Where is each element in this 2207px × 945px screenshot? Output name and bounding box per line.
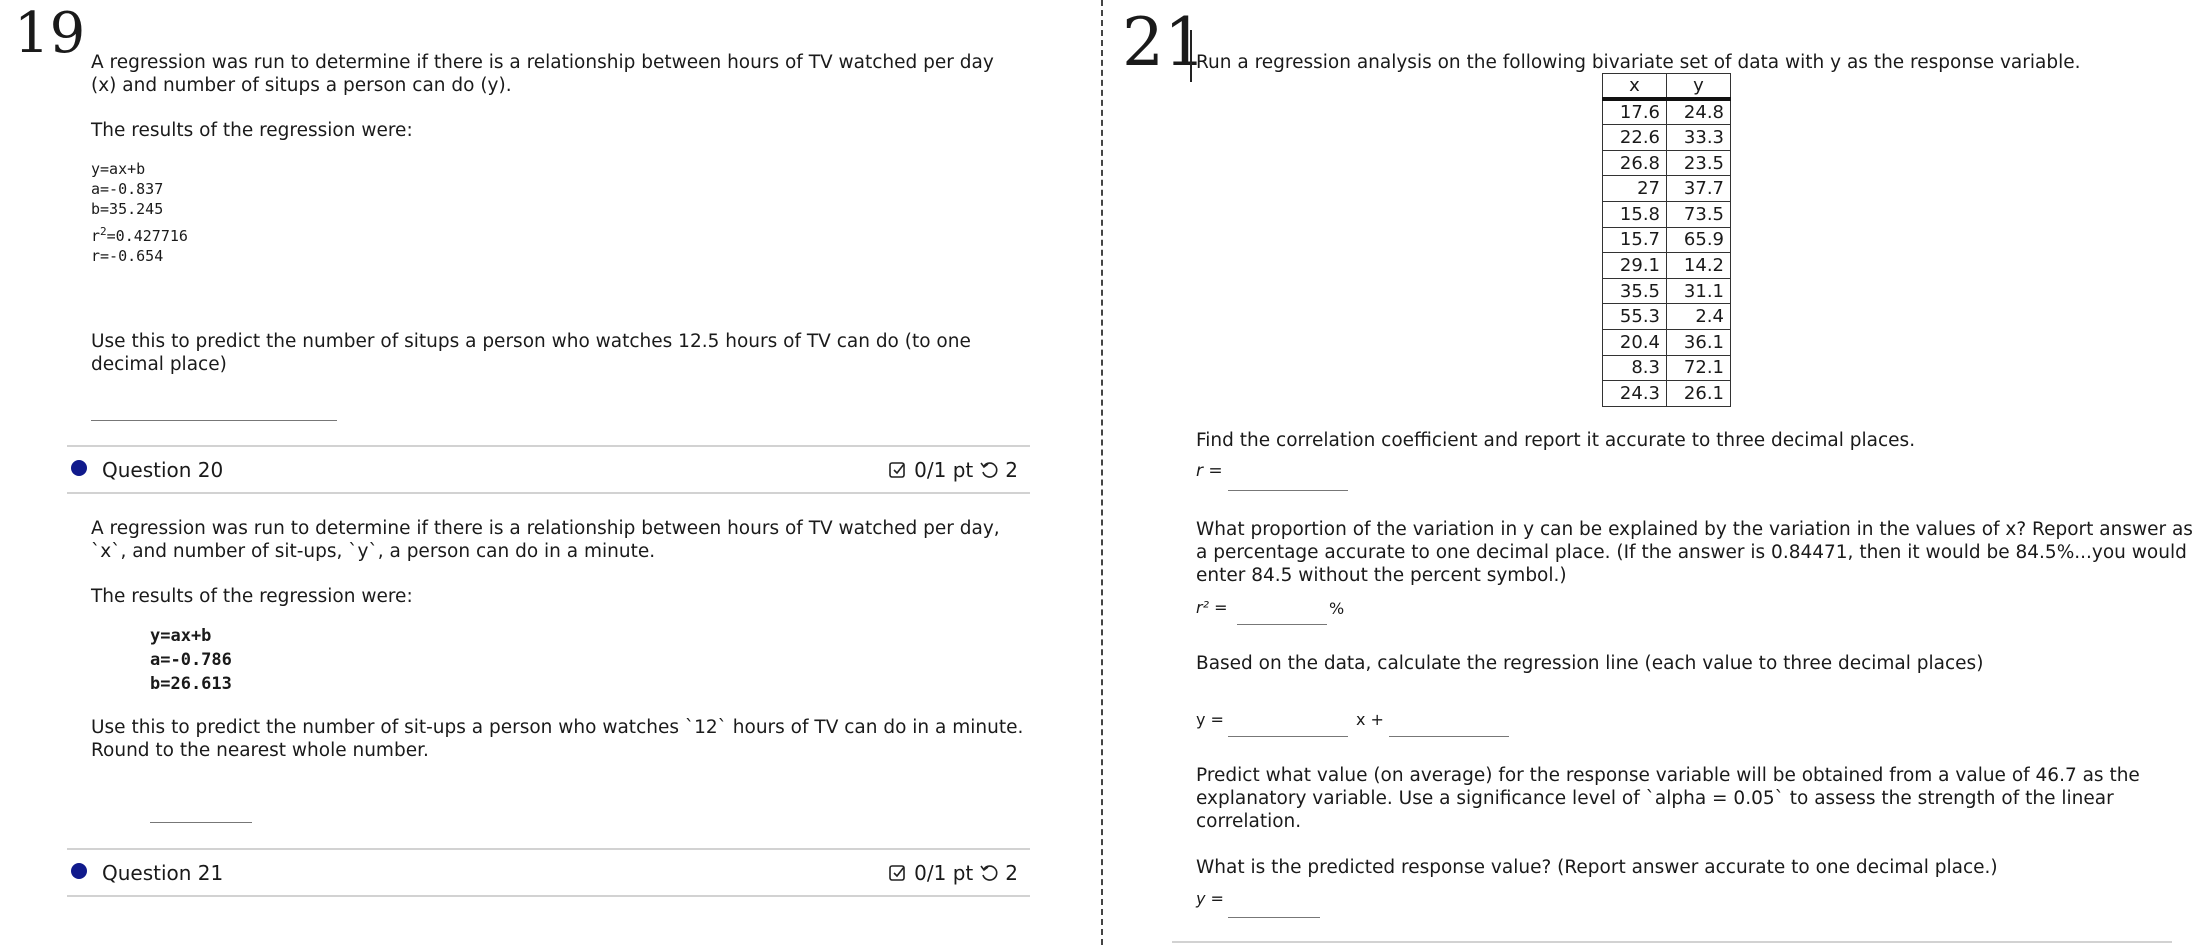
- q19-r-value: r=-0.654: [91, 247, 164, 265]
- retry-icon: [979, 863, 999, 883]
- y-label: y =: [1196, 710, 1224, 729]
- q20-prompt: Use this to predict the number of sit-ups a person who watches `12` hours of TV can do in a minute. Round to the nearest whole number.: [91, 717, 1024, 761]
- table-cell: 15.8: [1603, 201, 1667, 227]
- q19-results-block: [91, 159, 188, 266]
- q19-answer-input[interactable]: [91, 420, 337, 421]
- retry-icon: [979, 460, 999, 480]
- question-20-header: [67, 447, 1030, 492]
- table-cell: 31.1: [1667, 278, 1731, 304]
- table-header-x: x: [1603, 74, 1667, 100]
- checkbox-edit-icon: [888, 460, 908, 480]
- q20-intro: A regression was run to determine if there is a relationship between hours of TV watched per day, `x`, and number of sit-ups, `y`, a person can do in a minute.: [91, 518, 1000, 562]
- table-cell: 14.2: [1667, 253, 1731, 279]
- question-21-header: [67, 850, 1030, 895]
- table-cell: 15.7: [1603, 227, 1667, 253]
- data-table: [1602, 73, 1731, 407]
- r2-answer-input[interactable]: [1237, 624, 1327, 625]
- predicted-prompt: What is the predicted response value? (Report answer accurate to one decimal place.): [1196, 857, 1998, 878]
- q19-a-value: a=-0.837: [91, 180, 164, 198]
- q21-bottom-rule: [67, 895, 1030, 897]
- question-20-title[interactable]: Question 20: [102, 458, 224, 482]
- predicted-answer-input[interactable]: [1228, 917, 1320, 918]
- predict-prompt: Predict what value (on average) for the response variable will be obtained from a value of 46.7 as the explanatory variable. Use a significance level of `alpha = 0.05` to assess the strength of the linear correlation.: [1196, 765, 2140, 832]
- checkbox-edit-icon: [888, 863, 908, 883]
- table-row: [1603, 381, 1731, 407]
- q20-bottom-rule: [67, 492, 1030, 494]
- table-cell: 8.3: [1603, 355, 1667, 381]
- q19-equation: y=ax+b: [91, 160, 146, 178]
- table-cell: 17.6: [1603, 99, 1667, 125]
- table-row: [1603, 125, 1731, 151]
- table-cell: 20.4: [1603, 329, 1667, 355]
- table-cell: 33.3: [1667, 125, 1731, 151]
- intercept-input[interactable]: [1389, 736, 1509, 737]
- proportion-prompt: What proportion of the variation in y can be explained by the variation in the values of x? Report answer as a percentage accurate to one decimal place. (If the answer is 0.84471, then it would be 84.5%...you would enter 84.5 without the percent symbol.): [1196, 519, 2193, 586]
- q19-prompt: Use this to predict the number of situps a person who watches 12.5 hours of TV can do (to one decimal place): [91, 331, 971, 375]
- table-row: [1603, 176, 1731, 202]
- table-row: [1603, 201, 1731, 227]
- q19-r2-value: $r^2=0.427716$: [91, 225, 188, 245]
- table-row: [1603, 253, 1731, 279]
- table-cell: 35.5: [1603, 278, 1667, 304]
- question-21-score: 0/1 pt 2: [888, 861, 1018, 885]
- table-row: [1603, 150, 1731, 176]
- table-cell: 55.3: [1603, 304, 1667, 330]
- q20-answer-input[interactable]: [150, 822, 252, 823]
- table-row: [1603, 99, 1731, 125]
- table-cell: 37.7: [1667, 176, 1731, 202]
- table-cell: 72.1: [1667, 355, 1731, 381]
- question-21-title[interactable]: Question 21: [102, 861, 224, 885]
- table-cell: 22.6: [1603, 125, 1667, 151]
- question-status-dot: [71, 863, 87, 879]
- q20-equation: y=ax+b: [150, 626, 212, 646]
- table-header-row: [1603, 74, 1731, 100]
- table-cell: 65.9: [1667, 227, 1731, 253]
- handwritten-number-21: 21: [1122, 4, 1206, 81]
- table-row: [1603, 304, 1731, 330]
- table-cell: 23.5: [1667, 150, 1731, 176]
- page-divider: [1101, 0, 1103, 945]
- table-cell: 26.1: [1667, 381, 1731, 407]
- corr-prompt: Find the correlation coefficient and report it accurate to three decimal places.: [1196, 430, 1916, 451]
- right-intro: Run a regression analysis on the following bivariate set of data with y as the response variable.: [1196, 52, 2081, 73]
- table-row: [1603, 227, 1731, 253]
- q20-b-value: b=26.613: [150, 674, 232, 694]
- handwritten-number-19: 19: [14, 1, 86, 66]
- table-row: [1603, 278, 1731, 304]
- table-cell: 24.3: [1603, 381, 1667, 407]
- q20-results-block: [150, 624, 232, 696]
- q19-results-label: The results of the regression were:: [91, 120, 413, 141]
- x-plus-label: x +: [1356, 710, 1384, 729]
- percent-sign: %: [1329, 599, 1345, 618]
- handwritten-mark: [1190, 30, 1192, 82]
- line-prompt: Based on the data, calculate the regression line (each value to three decimal places): [1196, 653, 1984, 674]
- r-answer-input[interactable]: [1228, 490, 1348, 491]
- table-header-y: y: [1667, 74, 1731, 100]
- slope-input[interactable]: [1228, 736, 1348, 737]
- table-cell: 29.1: [1603, 253, 1667, 279]
- table-row: [1603, 355, 1731, 381]
- q19-b-value: b=35.245: [91, 200, 164, 218]
- table-cell: 27: [1603, 176, 1667, 202]
- question-status-dot: [71, 460, 87, 476]
- table-cell: 26.8: [1603, 150, 1667, 176]
- q20-a-value: a=-0.786: [150, 650, 232, 670]
- right-bottom-rule: [1172, 941, 2172, 943]
- y-label-2: y =: [1196, 889, 1224, 908]
- table-row: [1603, 329, 1731, 355]
- r-label: r =: [1196, 461, 1223, 481]
- table-cell: 24.8: [1667, 99, 1731, 125]
- q19-intro: A regression was run to determine if there is a relationship between hours of TV watched per day (x) and number of situps a person can do (y).: [91, 52, 994, 96]
- q20-results-label: The results of the regression were:: [91, 586, 413, 607]
- question-20-score: 0/1 pt 2: [888, 458, 1018, 482]
- table-cell: 73.5: [1667, 201, 1731, 227]
- r2-label: r² =: [1196, 598, 1228, 617]
- table-cell: 2.4: [1667, 304, 1731, 330]
- table-cell: 36.1: [1667, 329, 1731, 355]
